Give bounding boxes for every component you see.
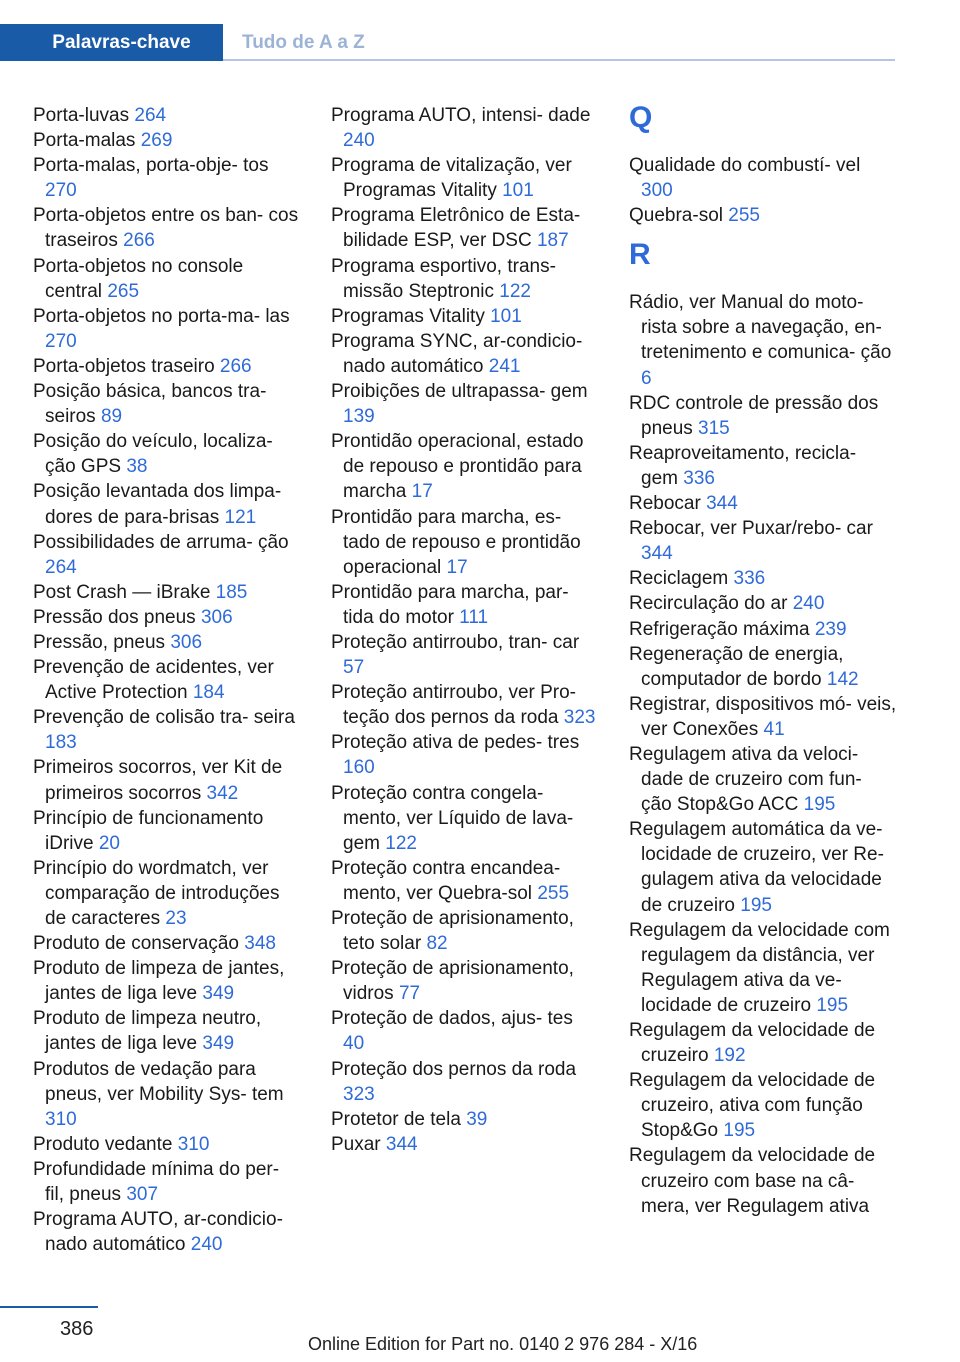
index-entry [33, 605, 301, 630]
index-entry [629, 290, 897, 390]
tab-palavras-chave[interactable]: Palavras-chave [0, 24, 223, 61]
index-entry [331, 1006, 599, 1056]
entry-page-link[interactable]: 344 [641, 543, 673, 565]
entry-term: Posição levantada dos limpa‐ dores de para-brisas [33, 481, 282, 528]
entry-term: Programa AUTO, intensi‐ dade [331, 105, 591, 126]
entry-term: Reciclagem [629, 568, 734, 590]
entry-page-link[interactable]: 344 [706, 493, 738, 515]
entry-page-link[interactable]: 41 [763, 718, 785, 740]
index-entry [331, 906, 599, 956]
entry-page-link[interactable]: 160 [343, 757, 375, 779]
entry-term: Porta-luvas [33, 105, 135, 126]
index-entry [331, 730, 599, 780]
entry-page-link[interactable]: 323 [343, 1083, 375, 1105]
index-entry [33, 580, 301, 605]
entry-term: Proteção contra encandea‐ mento, ver Quebra-sol [331, 857, 561, 904]
entry-term: Profundidade mínima do per‐ fil, pneus [33, 1158, 280, 1206]
entry-term: Regeneração de energia, computador de bordo [629, 643, 844, 690]
index-entry [331, 329, 599, 379]
entry-page-link[interactable]: 342 [206, 782, 239, 804]
entry-term: Porta-objetos entre os ban‐ cos traseiros [33, 205, 299, 252]
index-entry [629, 591, 897, 616]
entry-term: Regulagem ativa da veloci‐ dade de cruzeiro com fun‐ ção Stop&Go ACC [629, 743, 862, 816]
index-entry [629, 1143, 897, 1218]
index-entry [629, 153, 897, 203]
index-entry [331, 103, 599, 153]
entry-term: Programa AUTO, ar-condicio‐ nado automático [33, 1209, 283, 1256]
entry-term: Reaproveitamento, recicla‐ gem [629, 442, 857, 489]
entry-term: Regulagem da velocidade com regulagem da distância, ver Regulagem ativa da ve‐ locidade de cruzeiro [629, 919, 890, 1016]
index-entry [629, 566, 897, 591]
entry-term: Porta-malas, porta-obje‐ tos [33, 155, 269, 177]
entry-page-link[interactable]: 306 [200, 606, 233, 628]
entry-term: Regulagem automática da ve‐ locidade de cruzeiro, ver Re‐ gulagem ativa da velocidade de cruzeiro [629, 819, 884, 916]
section-letter-q: Q [629, 101, 653, 134]
index-entry [33, 705, 301, 755]
entry-term: Produto vedante [33, 1133, 178, 1155]
entry-page-link[interactable]: 122 [499, 280, 531, 302]
entry-term: Princípio do wordmatch, ver comparação de introduções de caracteres [33, 857, 280, 929]
entry-page-link[interactable]: 239 [814, 618, 847, 640]
tab-divider [223, 59, 895, 61]
index-entry [33, 103, 301, 128]
entry-page-link[interactable]: 82 [426, 933, 448, 955]
index-entry [629, 642, 897, 692]
entry-page-link[interactable]: 336 [683, 467, 715, 489]
entry-term: Quebra-sol [629, 205, 729, 227]
entry-term: Programa esportivo, trans‐ missão Steptronic [331, 255, 556, 302]
entry-term: Proteção ativa de pedes‐ tres [331, 732, 580, 754]
index-entry [331, 429, 599, 504]
entry-term: Programa SYNC, ar-condicio‐ nado automático [331, 330, 583, 377]
entry-page-link[interactable]: 39 [466, 1108, 488, 1130]
entry-term: Proteção contra congela‐ mento, ver Líquido de lava‐ gem [331, 782, 574, 854]
section-r-entries [629, 290, 897, 1218]
entry-page-link[interactable]: 240 [190, 1234, 223, 1256]
entry-term: Produto de limpeza neutro, jantes de liga leve [33, 1008, 262, 1055]
entry-page-link[interactable]: 121 [224, 506, 257, 528]
index-entry [331, 153, 599, 203]
entry-term: RDC controle de pressão dos pneus [629, 392, 879, 439]
index-entry [629, 491, 897, 516]
chapter-tabbar [0, 24, 895, 61]
entry-term: Posição básica, bancos tra‐ seiros [33, 381, 267, 428]
entry-page-link[interactable]: 195 [740, 894, 772, 916]
page-number: 386 [60, 1318, 94, 1340]
entry-term: Pressão, pneus [33, 631, 171, 653]
index-entry [331, 680, 599, 730]
entry-page-link[interactable]: 307 [126, 1184, 159, 1206]
entry-term: Prevenção de acidentes, ver Active Protection [33, 657, 274, 704]
section-q-entries [629, 153, 897, 228]
entry-page-link[interactable]: 17 [446, 556, 468, 578]
entry-page-link[interactable]: 264 [134, 105, 167, 126]
page-number-rule [0, 1306, 98, 1308]
entry-term: Possibilidades de arruma‐ ção [33, 531, 289, 553]
entry-page-link[interactable]: 310 [177, 1133, 210, 1155]
entry-term: Regulagem da velocidade de cruzeiro, ativa com função Stop&Go [629, 1070, 876, 1142]
entry-term: Posição do veículo, localiza‐ ção GPS [33, 431, 273, 478]
index-entry [33, 806, 301, 856]
entry-term: Refrigeração máxima [629, 618, 815, 640]
entry-page-link[interactable]: 122 [385, 832, 417, 854]
index-entry [331, 1132, 599, 1157]
entry-page-link[interactable]: 142 [826, 668, 859, 690]
entry-term: Rebocar, ver Puxar/rebo‐ car [629, 518, 873, 540]
entry-term: Qualidade do combustí‐ vel [629, 155, 861, 176]
entry-page-link[interactable]: 344 [385, 1133, 418, 1155]
entry-page-link[interactable]: 266 [123, 230, 155, 252]
index-entry [33, 379, 301, 429]
index-entry [331, 379, 599, 429]
entry-page-link[interactable]: 17 [411, 481, 433, 503]
entry-page-link[interactable]: 255 [728, 205, 760, 227]
entry-page-link[interactable]: 323 [563, 707, 596, 729]
entry-term: Programa de vitalização, ver Programas Vitality [331, 155, 572, 202]
index-column-3 [629, 103, 897, 1219]
index-entry [629, 516, 897, 566]
entry-term: Prontidão para marcha, es‐ tado de repouso e prontidão operacional [331, 506, 581, 578]
entry-term: Prontidão para marcha, par‐ tida do motor [331, 581, 569, 628]
entry-term: Registrar, dispositivos mó‐ veis, ver Conexões [629, 693, 897, 740]
entry-page-link[interactable]: 300 [641, 180, 673, 202]
entry-page-link[interactable]: 192 [713, 1045, 746, 1067]
entry-page-link[interactable]: 265 [107, 280, 140, 302]
entry-page-link[interactable]: 185 [215, 581, 248, 603]
index-entry [331, 956, 599, 1006]
index-entry [33, 1006, 301, 1056]
entry-page-link[interactable]: 269 [140, 130, 173, 152]
entry-page-link[interactable]: 266 [219, 355, 252, 377]
entry-page-link[interactable]: 38 [126, 456, 148, 478]
entry-page-link[interactable]: 240 [343, 130, 375, 152]
index-entry [33, 1157, 301, 1207]
entry-page-link[interactable]: 195 [803, 794, 836, 816]
index-entry [331, 203, 599, 253]
entry-page-link[interactable]: 20 [98, 832, 120, 854]
entry-term: Recirculação do ar [629, 593, 793, 615]
index-column-2 [331, 103, 599, 1157]
index-entry [331, 505, 599, 580]
entry-term: Produto de conservação [33, 933, 245, 955]
index-entry [629, 1018, 897, 1068]
entry-page-link[interactable]: 315 [698, 417, 730, 439]
entry-page-link[interactable]: 241 [488, 355, 521, 377]
entry-page-link[interactable]: 264 [45, 556, 77, 578]
entry-page-link[interactable]: 111 [459, 606, 489, 628]
entry-term: Proteção de aprisionamento, vidros [331, 958, 574, 1005]
index-entry [629, 817, 897, 917]
entry-term: Porta-objetos no console central [33, 255, 244, 302]
entry-page-link[interactable]: 240 [792, 593, 825, 615]
entry-term: Porta-objetos no porta-ma‐ las [33, 305, 290, 327]
index-entry [33, 1207, 301, 1257]
entry-term: Regulagem da velocidade de cruzeiro com base na câ‐ mera, ver Regulagem ativa [629, 1145, 876, 1217]
entry-term: Princípio de funcionamento iDrive [33, 807, 264, 854]
entry-page-link[interactable]: 57 [343, 657, 365, 679]
index-entry [629, 1068, 897, 1143]
entry-page-link[interactable]: 306 [170, 631, 203, 653]
entry-term: Produtos de vedação para pneus, ver Mobility Sys‐ tem [33, 1058, 284, 1105]
section-letter-r: R [629, 238, 651, 272]
entry-term: Proteção dos pernos da roda [331, 1058, 577, 1080]
entry-term: Produto de limpeza de jantes, jantes de liga leve [33, 958, 285, 1005]
entry-page-link[interactable]: 101 [490, 305, 522, 327]
entry-page-link[interactable]: 270 [45, 180, 77, 202]
index-entry [629, 692, 897, 742]
index-entry [629, 391, 897, 441]
entry-term: Proteção antirroubo, ver Pro‐ teção dos pernos da roda [331, 682, 577, 729]
entry-page-link[interactable]: 183 [45, 732, 77, 754]
index-entry [331, 304, 599, 329]
entry-term: Regulagem da velocidade de cruzeiro [629, 1020, 876, 1067]
entry-term: Protetor de tela [331, 1108, 467, 1130]
entry-page-link[interactable]: 23 [165, 908, 187, 929]
index-entry [33, 655, 301, 705]
entry-term: Programa Eletrônico de Esta‐ bilidade ESP, ver DSC [331, 205, 581, 252]
index-entry [33, 1057, 301, 1132]
entry-term: Proteção antirroubo, tran‐ car [331, 631, 580, 653]
index-column-1 [33, 103, 301, 1257]
entry-page-link[interactable]: 348 [244, 933, 276, 955]
index-entry [33, 856, 301, 931]
index-entry [33, 153, 301, 203]
index-entry [33, 254, 301, 304]
index-entry [33, 956, 301, 1006]
entry-page-link[interactable]: 349 [202, 983, 235, 1005]
entry-page-link[interactable]: 89 [100, 406, 123, 428]
index-entry [33, 755, 301, 805]
index-entry [33, 203, 301, 253]
index-entry [33, 479, 301, 529]
entry-page-link[interactable]: 195 [816, 994, 849, 1016]
entry-page-link[interactable]: 310 [45, 1108, 77, 1130]
entry-page-link[interactable]: 270 [45, 330, 77, 352]
entry-term: Rebocar [629, 493, 707, 515]
index-entry [629, 617, 897, 642]
index-entry [33, 630, 301, 655]
entry-page-link[interactable]: 139 [343, 406, 375, 428]
entry-page-link[interactable]: 195 [723, 1120, 756, 1142]
entry-page-link[interactable]: 349 [202, 1033, 235, 1055]
index-entry [33, 304, 301, 354]
entry-term: Primeiros socorros, ver Kit de primeiros socorros [33, 757, 283, 804]
index-entry [33, 1132, 301, 1157]
entry-term: Puxar [331, 1133, 386, 1155]
entry-term: Proteção de dados, ajus‐ tes [331, 1008, 573, 1030]
index-entry [629, 203, 897, 228]
index-entry [331, 630, 599, 680]
entry-page-link[interactable]: 101 [502, 180, 534, 202]
entry-term: Pressão dos pneus [33, 606, 201, 628]
entry-term: Porta-malas [33, 130, 141, 152]
index-entry [331, 781, 599, 856]
entry-page-link[interactable]: 6 [641, 367, 652, 389]
entry-page-link[interactable]: 255 [537, 882, 570, 904]
entry-term: Proteção de aprisionamento, teto solar [331, 908, 574, 955]
entry-term: Post Crash — iBrake [33, 581, 216, 603]
index-entry [629, 441, 897, 491]
index-entry [331, 856, 599, 906]
index-entry [331, 1107, 599, 1132]
index-entry [33, 354, 301, 379]
index-entry [33, 429, 301, 479]
index-entry [33, 128, 301, 153]
index-entry [629, 918, 897, 1018]
entry-term: Rádio, ver Manual do moto‐ rista sobre a navegação, en‐ tretenimento e comunica‐ ção [629, 292, 892, 364]
entry-term: Porta-objetos traseiro [33, 355, 220, 377]
entry-term: Prevenção de colisão tra‐ seira [33, 707, 295, 729]
tab-tudo-de-a-a-z[interactable]: Tudo de A a Z [242, 32, 365, 53]
index-entry [331, 254, 599, 304]
entry-page-link[interactable]: 336 [733, 568, 766, 590]
entry-page-link[interactable]: 184 [192, 682, 225, 704]
index-entry [629, 742, 897, 817]
entry-page-link[interactable]: 40 [343, 1033, 365, 1055]
entry-term: Prontidão operacional, estado de repouso e prontidão para marcha [331, 431, 584, 503]
entry-page-link[interactable]: 77 [398, 983, 421, 1005]
index-entry [331, 1057, 599, 1107]
index-entry [331, 580, 599, 630]
entry-term: Proibições de ultrapassa‐ gem [331, 381, 588, 403]
entry-page-link[interactable]: 187 [536, 230, 569, 252]
index-entry [33, 530, 301, 580]
index-entry [33, 931, 301, 956]
edition-footer: Online Edition for Part no. 0140 2 976 284 - X/16 [308, 1334, 698, 1354]
entry-term: Programas Vitality [331, 305, 491, 327]
